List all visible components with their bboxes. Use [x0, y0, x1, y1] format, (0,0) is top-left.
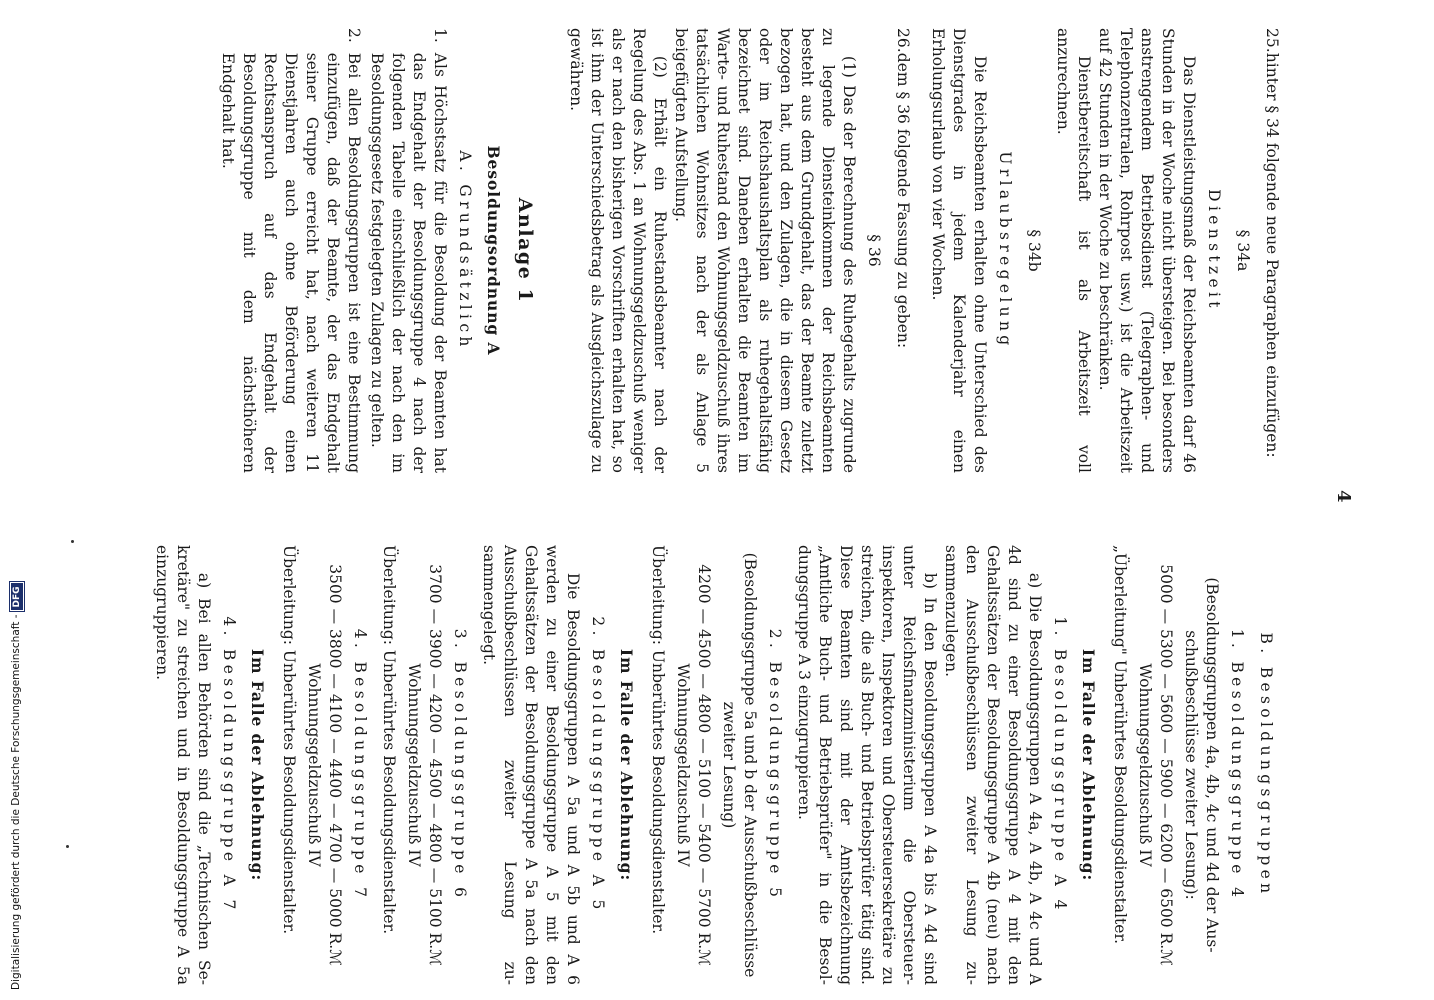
credit-text: Digitalisierung gefördert durch die Deutsche Forschungsgemeinschaft -: [10, 614, 22, 990]
group-a5-title: 2. Besoldungsgruppe A 5: [589, 616, 607, 914]
section-b-title: B. Besoldungsgruppen: [1257, 632, 1275, 898]
item-26: [892, 28, 913, 473]
item-25: [1261, 28, 1282, 473]
item-number: 2.: [345, 28, 363, 43]
group-a7-title: 4. Besoldungsgruppe A 7: [220, 616, 238, 914]
group-7-title: 4. Besoldungsgruppe 7: [351, 628, 369, 902]
group-4-title: 1. Besoldungsgruppe 4: [1228, 628, 1246, 902]
page-number: 4: [1333, 490, 1354, 503]
group-5-subtitle: (Besoldungsgruppe 5a und b der Ausschußbeschlüsse zweiter Lesung): [720, 552, 759, 978]
group-4-housing: Wohnungsgeldzuschuß IV: [1136, 663, 1154, 867]
item-number: 25.: [1263, 28, 1281, 53]
anlage-subtitle: Besoldungsordnung A: [484, 145, 503, 356]
digitization-credit: [10, 0, 24, 990]
paragraph-36-text-1: (1) Das der Berechnung des Ruhegehalts zugrunde zu legende Diensteinkommen der Reichsbeamten besteht aus dem Grundgehalt, das der Beamte zuletzt bezogen hat, und den Zulagen, die in diesem Gesetz oder im Reichshaushaltsplan als ruhegehaltsfähig bezeichnet sind. Daneben erhalten die Beamten im Warte- und Ruhestand den Wohnungsgeldzuschuß ihres tatsächlichen Wohnsitzes nach der als Anlage 5 beigefügten Aufstellung.: [672, 28, 858, 473]
scan-speck: [71, 540, 74, 543]
group-a7-text-a: a) Bei allen Behörden sind die „Technischen Sekretäre" zu streichen und in Besoldungsgruppe A 5a einzugruppieren.: [153, 545, 213, 985]
dfg-logo: DFG: [10, 582, 24, 611]
group-6-title: 3. Besoldungsgruppe 6: [451, 628, 469, 902]
group-7-note: Überleitung: Unberührtes Besoldungsdienstalter.: [280, 545, 298, 935]
group-5-salary: 4200 — 4500 — 4800 — 5100 — 5400 — 5700 R.ℳ: [695, 564, 713, 966]
paragraph-34b-text: Die Reichsbeamten erhalten ohne Unterschied des Dienstgrades in jedem Kalenderjahr einen Erholungsurlaub von vier Wochen.: [929, 28, 989, 473]
paragraph-34a-title: § 34a: [1234, 229, 1252, 272]
left-column: [217, 28, 1284, 473]
right-column: [151, 545, 1284, 985]
section-a-item-2: [217, 28, 364, 473]
group-6-housing: Wohnungsgeldzuschuß IV: [405, 663, 423, 867]
paragraph-34b-heading: Urlaubsregelung: [996, 151, 1014, 350]
rejection-heading-2: Im Falle der Ablehnung:: [617, 648, 636, 882]
group-4-note: „Überleitung" Unberührtes Besoldungsdienstalter.: [1111, 545, 1129, 945]
group-6-salary: 3700 — 3900 — 4200 — 4500 — 4800 — 5100 R.ℳ: [426, 564, 444, 966]
section-a-item-1: [366, 28, 450, 473]
rejection-heading-1: Im Falle der Ablehnung:: [1079, 648, 1098, 882]
group-a4-text-b: b) In den Besoldungsgruppen A 4a bis A 4d sind unter Reichsfinanzministerium die Obersteuerinspektoren, Inspektoren und Obersteuersekretäre zu streichen, die als Buch- und Betriebsprüfer tätig sind. Diese Beamten sind mit der Amtsbezeichnung „Amtliche Buch- und Betriebsprüfer" in die Besoldungsgruppe A 3 einzugruppieren.: [795, 545, 939, 985]
item-number: 1.: [431, 28, 449, 43]
item-text: hinter § 34 folgende neue Paragraphen einzufügen:: [1263, 52, 1281, 458]
group-5-housing: Wohnungsgeldzuschuß IV: [674, 663, 692, 867]
paragraph-36-text-2: (2) Erhält ein Ruhestandsbeamter nach der Regelung des Abs. 1 an Wohnungsgeldzuschuß weniger als er nach den bisherigen Vorschriften erhalten hat, so ist ihm der Unterschiedsbetrag als Ausgleichszulage zu gewähren.: [567, 28, 669, 473]
group-a4-text-a: a) Die Besoldungsgruppen A 4a, A 4b, A 4c und A 4d sind zu einer Besoldungsgruppe A 4 mit den Gehaltssätzen der Besoldungsgruppe A 4b (neu) nach den Ausschußbeschlüssen zweiter Lesung zusammenzulegen.: [942, 545, 1044, 985]
group-a5-text: Die Besoldungsgruppen A 5a und A 5b und A 6 werden zu einer Besoldungsgruppe A 5 mit den Gehaltssätzen der Besoldungsgruppe A 5a nach den Ausschußbeschlüssen zweiter Lesung zusammengelegt.: [480, 545, 582, 985]
rejection-heading-3: Im Falle der Ablehnung:: [248, 648, 267, 882]
item-number: 26.: [894, 28, 912, 53]
group-6-note: Überleitung: Unberührtes Besoldungsdienstalter.: [380, 545, 398, 935]
group-7-housing: Wohnungsgeldzuschuß IV: [305, 663, 323, 867]
scan-speck: [66, 845, 69, 848]
paragraph-34a-text-1: Das Dienstleistungsmaß der Reichsbeamten darf 46 Stunden in der Woche nicht übersteigen. Bei besonders anstrengendem Betriebsdienst (Telegraphen- und Telephonzentralen, Rohrpost usw.) ist die Arbeitszeit auf 42 Stunden in der Woche zu beschränken.: [1096, 28, 1198, 473]
group-a4-title: 1. Besoldungsgruppe A 4: [1051, 616, 1069, 914]
group-4-salary: 5000 — 5300 — 5600 — 5900 — 6200 — 6500 R.ℳ: [1157, 564, 1175, 966]
paragraph-34a-text-2: Dienstbereitschaft ist als Arbeitszeit voll anzurechnen.: [1054, 28, 1093, 473]
group-5-note: Überleitung: Unberührtes Besoldungsdienstalter.: [649, 545, 667, 935]
group-5-title: 2. Besoldungsgruppe 5: [766, 628, 784, 902]
item-text: Als Höchstsatz für die Besoldung der Beamten hat das Endgehalt der Besoldungsgruppe 4 nach der folgenden Tabelle einschließlich der nach den im Besoldungsgesetz festgelegten Zulagen zu gelten.: [368, 52, 449, 473]
group-7-salary: 3500 — 3800 — 4100 — 4400 — 4700 — 5000 R.ℳ: [326, 564, 344, 966]
item-text: dem § 36 folgende Fassung zu geben:: [894, 52, 912, 349]
paragraph-36-title: § 36: [865, 234, 883, 267]
section-a-title: A. Grundsätzlich: [456, 150, 474, 351]
paragraph-34b-title: § 34b: [1025, 229, 1043, 272]
paragraph-34a-heading: Dienstzeit: [1205, 189, 1223, 312]
group-4-subtitle: (Besoldungsgruppen 4a, 4b, 4c und 4d der Ausschußbeschlüsse zweiter Lesung):: [1182, 577, 1221, 953]
anlage-title: Anlage 1: [514, 197, 536, 304]
item-text: Bei allen Besoldungsgruppen ist eine Bestimmung einzufügen, daß der Beamte, der das Endgehalt seiner Gruppe erreicht hat, nach weiteren 11 Dienstjahren auch ohne Beförderung einen Rechtsanspruch auf das Endgehalt der Besoldungsgruppe mit dem nächsthöheren Endgehalt hat.: [219, 52, 363, 473]
